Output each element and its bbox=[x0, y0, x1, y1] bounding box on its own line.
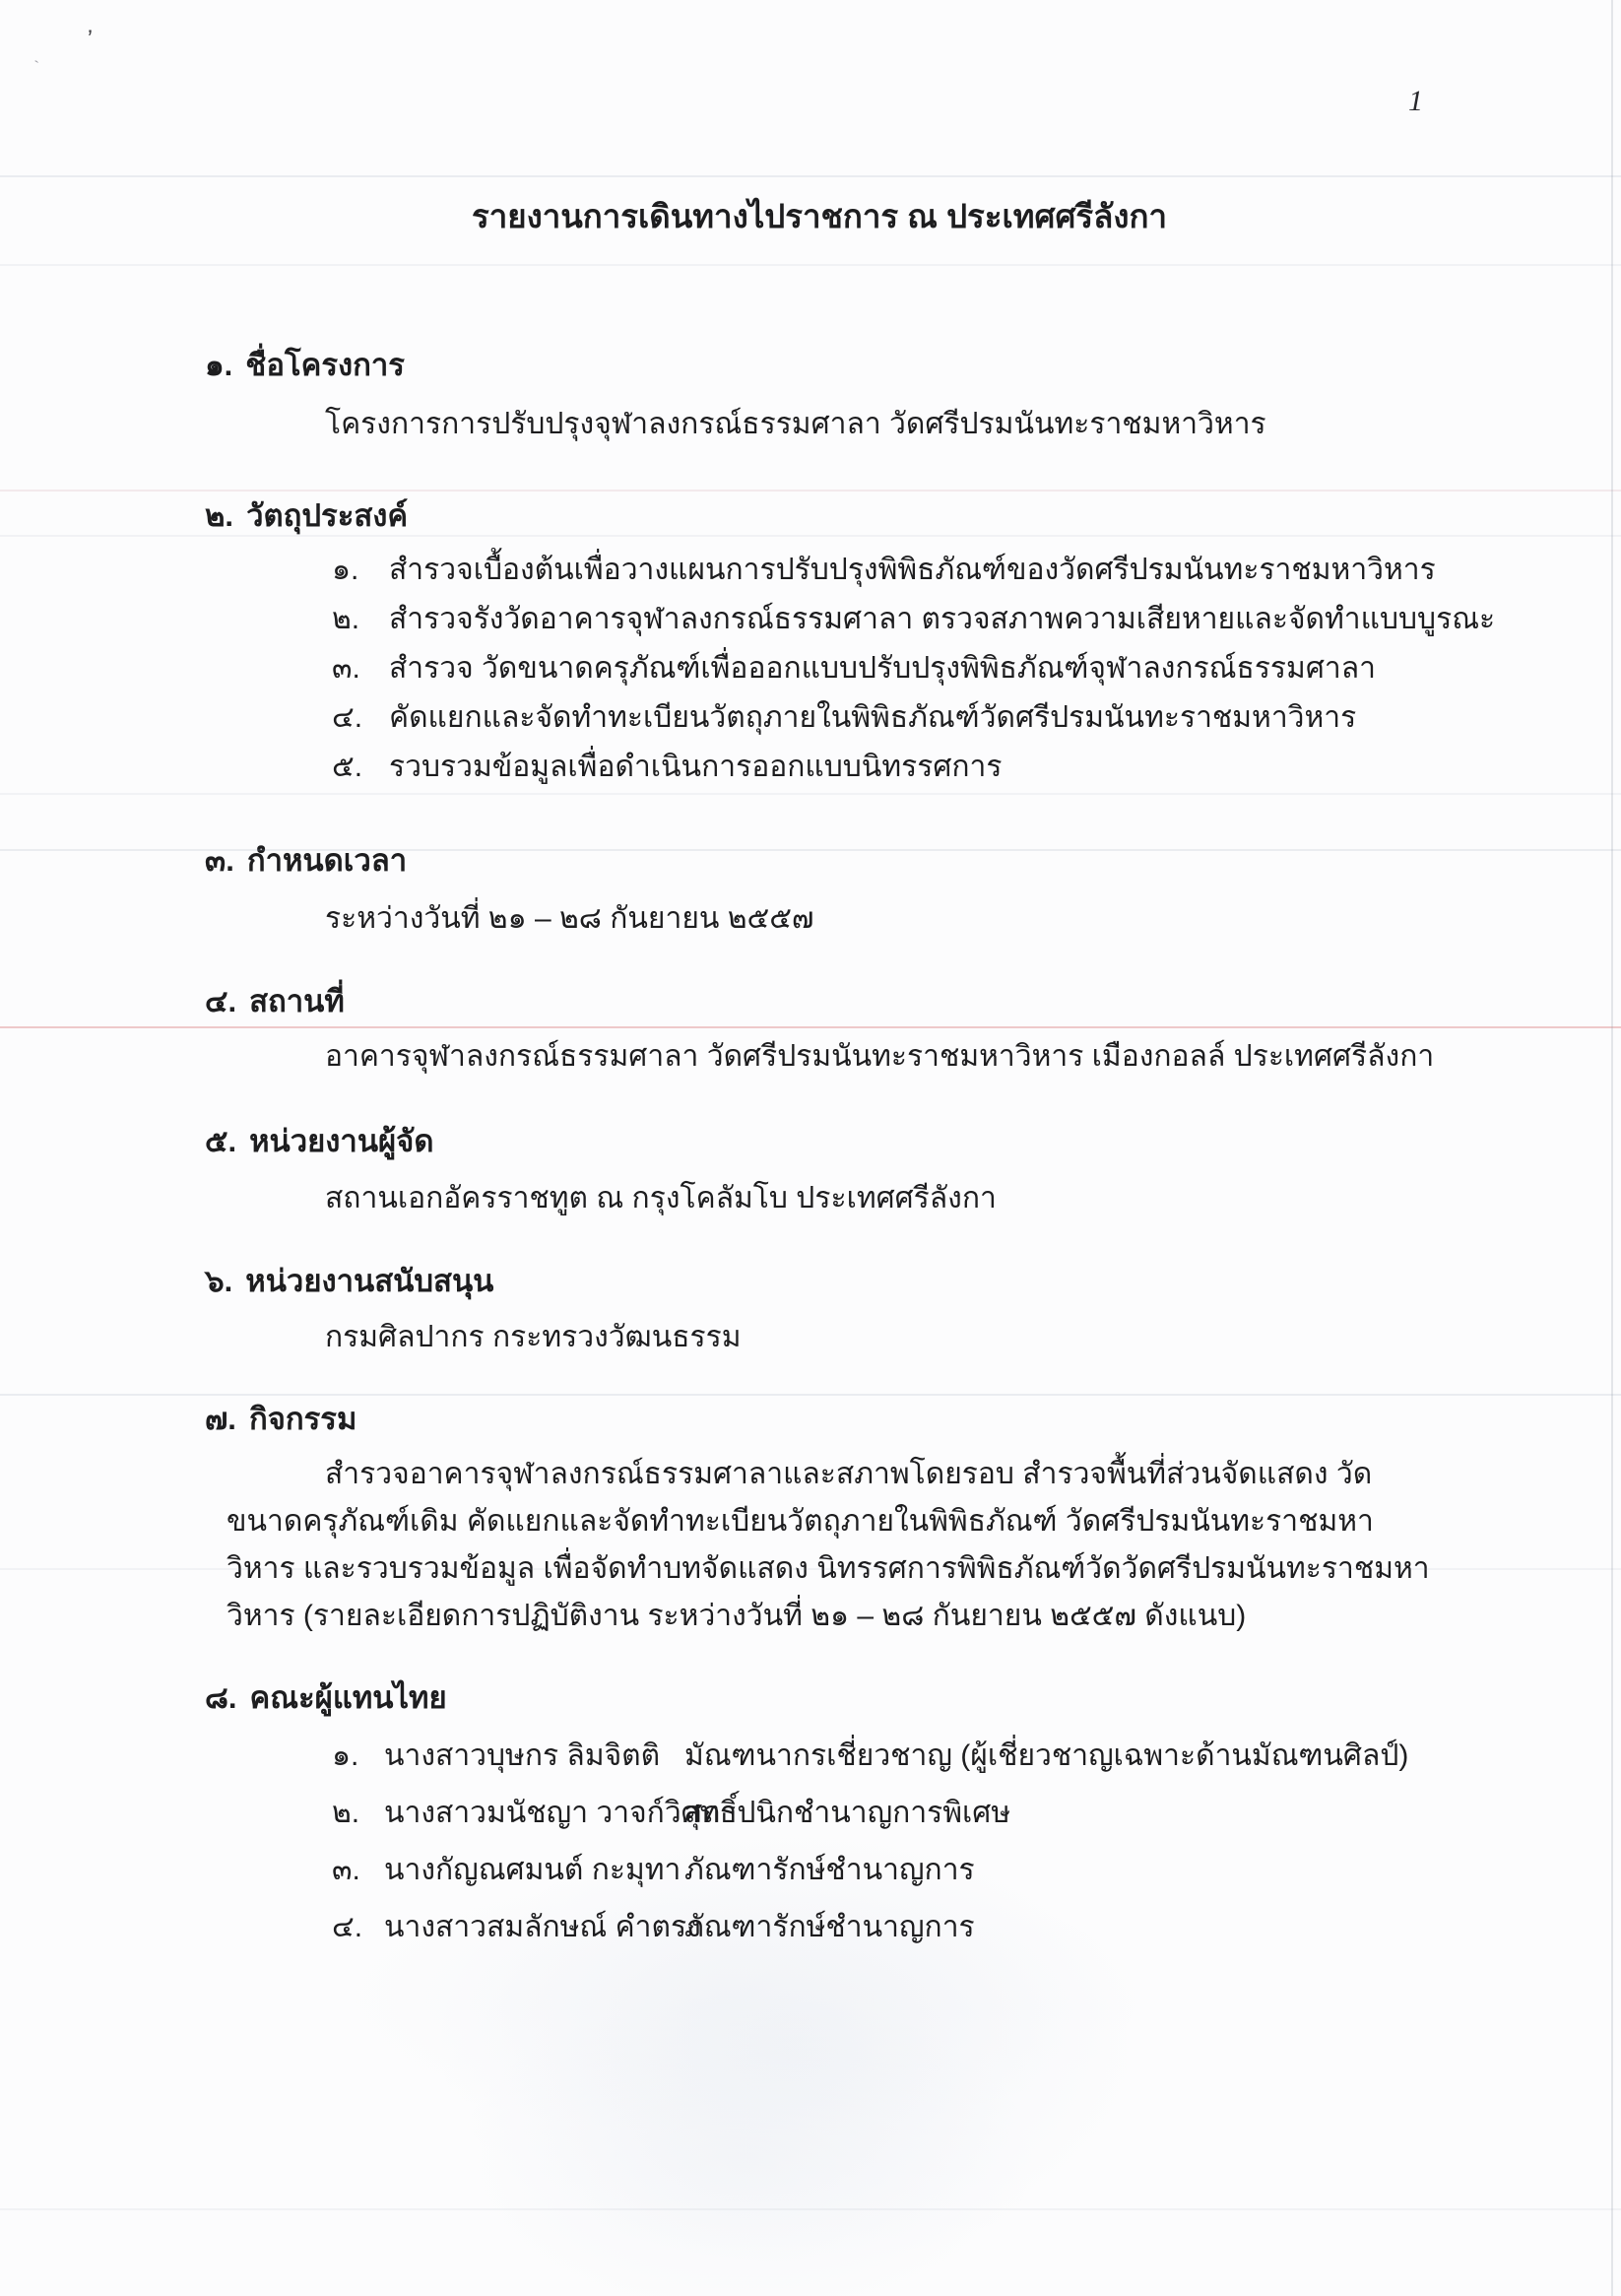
objective-number: ๕. bbox=[332, 751, 363, 783]
delegate-name: นางกัญณศมนต์ กะมุทา bbox=[384, 1854, 681, 1886]
section-1-heading bbox=[205, 343, 1434, 388]
section-5-title: หน่วยงานผู้จัด bbox=[249, 1124, 434, 1158]
delegate-name: นางสาวบุษกร ลิมจิตติ bbox=[384, 1739, 661, 1772]
objective-number: ๔. bbox=[332, 701, 363, 734]
delegate-row bbox=[205, 1791, 1434, 1836]
section-4-heading bbox=[205, 979, 1434, 1024]
delegate-name: นางสาวมนัชญา วาจก์วิศุทธิ์ bbox=[384, 1797, 738, 1829]
delegate-row bbox=[205, 1905, 1434, 1950]
objective-item bbox=[205, 743, 1434, 792]
delegate-number: ๑. bbox=[332, 1739, 359, 1772]
objectives-list bbox=[205, 546, 1496, 792]
section-5-number: ๕. bbox=[205, 1124, 237, 1158]
objective-text: คัดแยกและจัดทำทะเบียนวัตถุภายในพิพิธภัณฑ์วัดศรีปรมนันทะราชมหาวิหาร bbox=[389, 701, 1357, 734]
section-7-heading bbox=[205, 1397, 1434, 1442]
section-2-heading bbox=[205, 493, 1434, 539]
objective-text: สำรวจเบื้องต้นเพื่อวางแผนการปรับปรุงพิพิธภัณฑ์ของวัดศรีปรมนันทะราชมหาวิหาร bbox=[389, 554, 1436, 586]
objective-text: รวบรวมข้อมูลเพื่อดำเนินการออกแบบนิทรรศการ bbox=[389, 751, 1003, 783]
section-7-content: สำรวจอาคารจุฬาลงกรณ์ธรรมศาลาและสภาพโดยรอบ สำรวจพื้นที่ส่วนจัดแสดง วัดขนาดครุภัณฑ์เดิม คัดแยกและจัดทำทะเบียนวัตถุภายในพิพิธภัณฑ์ วัดศรีปรมนันทะราชมหาวิหาร และรวบรวมข้อมูล เพื่อจัดทำบทจัดแสดง นิทรรศการพิพิธภัณฑ์วัดวัดศรีปรมนันทะราชมหาวิหาร (รายละเอียดการปฏิบัติงาน ระหว่างวันที่ ๒๑ – ๒๘ กันยายน ๒๕๕๗ ดังแนบ) bbox=[227, 1458, 1430, 1632]
section-3-heading bbox=[205, 838, 1434, 884]
delegate-position: สถาปนิกชำนาญการพิเศษ bbox=[684, 1797, 1011, 1829]
document-title: รายงานการเดินทางไปราชการ ณ ประเทศศรีลังกา bbox=[472, 198, 1167, 234]
section-6-number: ๖. bbox=[205, 1264, 233, 1298]
section-1-title: ชื่อโครงการ bbox=[245, 348, 405, 382]
section-4-content: อาคารจุฬาลงกรณ์ธรรมศาลา วัดศรีปรมนันทะราชมหาวิหาร เมืองกอลล์ ประเทศศรีลังกา bbox=[325, 1040, 1435, 1073]
objective-text: สำรวจ วัดขนาดครุภัณฑ์เพื่อออกแบบปรับปรุงพิพิธภัณฑ์จุฬาลงกรณ์ธรรมศาลา bbox=[389, 652, 1376, 685]
section-5-heading bbox=[205, 1119, 1434, 1164]
section-3-title: กำหนดเวลา bbox=[246, 843, 408, 878]
section-5-content: สถานเอกอัครราชทูต ณ กรุงโคลัมโบ ประเทศศรีลังกา bbox=[325, 1182, 997, 1214]
objective-item bbox=[205, 595, 1496, 644]
section-1-content: โครงการการปรับปรุงจุฬาลงกรณ์ธรรมศาลา วัดศรีปรมนันทะราชมหาวิหาร bbox=[325, 408, 1266, 440]
scan-speck-icon: ’ bbox=[85, 25, 94, 53]
delegate-number: ๒. bbox=[332, 1797, 360, 1829]
section-2-title: วัตถุประสงค์ bbox=[246, 498, 409, 533]
section-8-heading bbox=[205, 1675, 1434, 1721]
section-3-content: ระหว่างวันที่ ๒๑ – ๒๘ กันยายน ๒๕๕๗ bbox=[325, 902, 814, 935]
section-8-number: ๘. bbox=[205, 1680, 237, 1715]
delegate-number: ๓. bbox=[332, 1854, 360, 1886]
section-1-number: ๑. bbox=[205, 348, 233, 382]
objective-item bbox=[205, 693, 1434, 743]
delegate-number: ๔. bbox=[332, 1911, 363, 1943]
section-2-number: ๒. bbox=[205, 498, 234, 533]
section-6-content: กรมศิลปากร กระทรวงวัฒนธรรม bbox=[325, 1321, 742, 1353]
section-4-title: สถานที่ bbox=[249, 984, 345, 1018]
objective-number: ๑. bbox=[332, 554, 359, 586]
objective-number: ๒. bbox=[332, 603, 360, 635]
delegate-position: มัณฑนากรเชี่ยวชาญ (ผู้เชี่ยวชาญเฉพาะด้านมัณฑนศิลป์) bbox=[684, 1739, 1409, 1772]
delegate-position: ภัณฑารักษ์ชำนาญการ bbox=[684, 1911, 975, 1943]
section-3-number: ๓. bbox=[205, 843, 234, 878]
section-6-title: หน่วยงานสนับสนุน bbox=[245, 1264, 494, 1298]
delegate-position: ภัณฑารักษ์ชำนาญการ bbox=[684, 1854, 975, 1886]
objective-item bbox=[205, 546, 1434, 595]
scan-speck-icon: ` bbox=[33, 58, 42, 77]
objective-number: ๓. bbox=[332, 652, 360, 685]
delegate-name: นางสาวสมลักษณ์ คำตรง bbox=[384, 1911, 701, 1943]
page-number: 1 bbox=[1408, 85, 1423, 117]
section-7-number: ๗. bbox=[205, 1402, 236, 1436]
objective-item bbox=[205, 644, 1434, 693]
scan-artifact-line bbox=[0, 2208, 1621, 2210]
section-7-title: กิจกรรม bbox=[248, 1402, 357, 1436]
section-6-heading bbox=[205, 1259, 1434, 1304]
objective-text: สำรวจรังวัดอาคารจุฬาลงกรณ์ธรรมศาลา ตรวจสภาพความเสียหายและจัดทำแบบบูรณะ bbox=[389, 603, 1496, 635]
delegates-list bbox=[205, 1734, 1434, 1950]
delegate-row bbox=[205, 1734, 1434, 1779]
section-4-number: ๔. bbox=[205, 984, 237, 1018]
section-8-title: คณะผู้แทนไทย bbox=[249, 1680, 447, 1715]
delegate-row bbox=[205, 1848, 1434, 1893]
